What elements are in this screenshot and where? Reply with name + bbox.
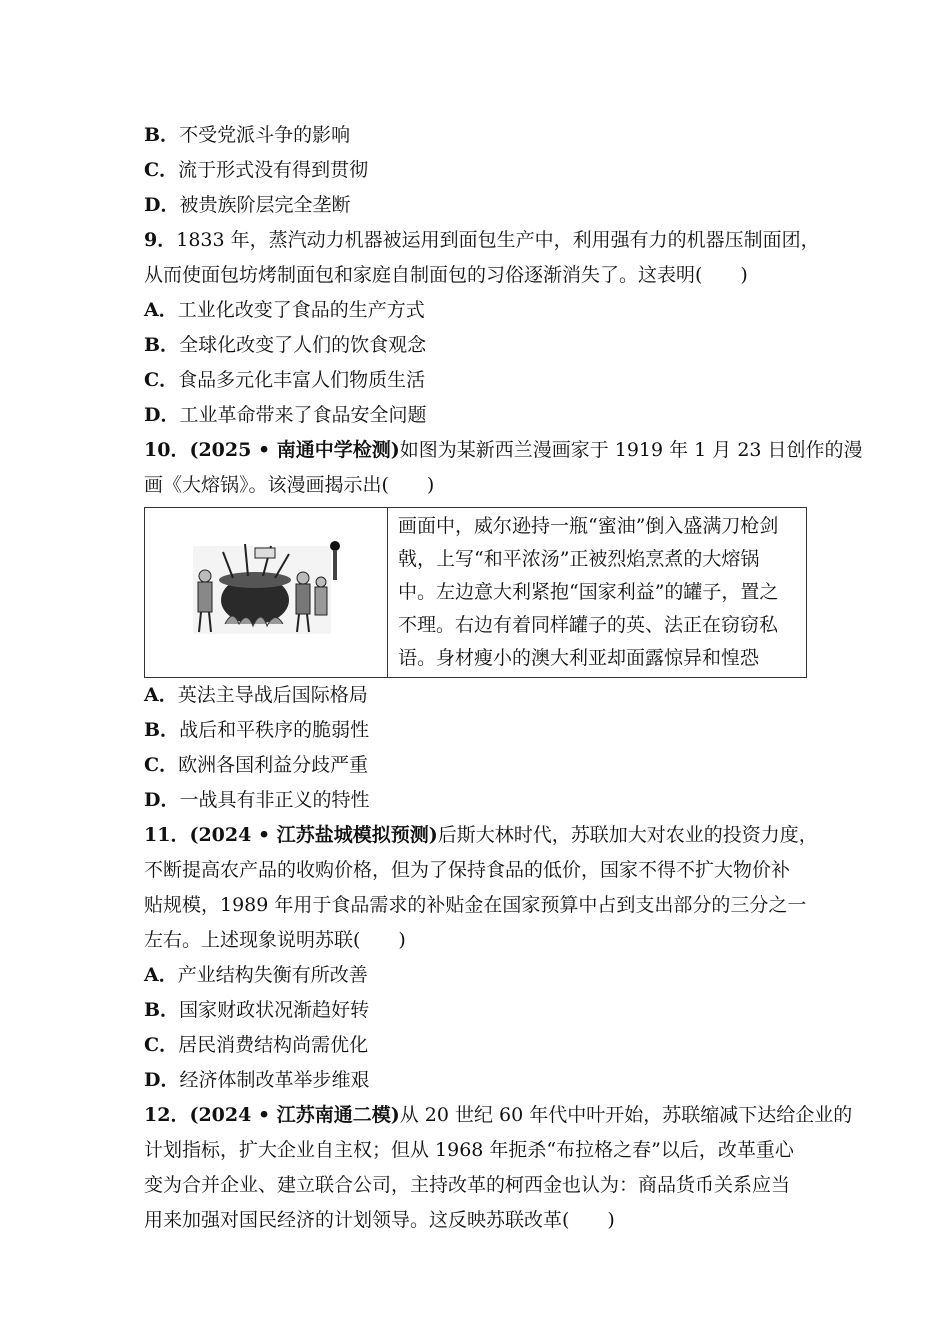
q8-option-b xyxy=(144,118,810,153)
q12-stem-line-1 xyxy=(144,1098,853,1133)
q9-option-b xyxy=(144,328,810,363)
q9-stem-text: 1833 年，蒸汽动力机器被运用到面包生产中，利用强有力的机器压制面团， xyxy=(176,229,820,251)
q8-option-c xyxy=(144,153,810,188)
q12-source: (2024 • 江苏南通二模) xyxy=(189,1104,400,1126)
option-label: A． xyxy=(144,964,178,986)
option-label: C． xyxy=(144,754,179,776)
q9-stem xyxy=(144,223,820,293)
q10-stem-line-1 xyxy=(144,433,863,468)
option-label: A． xyxy=(144,299,178,321)
option-text: 产业结构失衡有所改善 xyxy=(177,964,368,986)
q11-stem-line-1 xyxy=(144,818,818,853)
option-label: D． xyxy=(144,789,180,811)
option-text: 工业化改变了食品的生产方式 xyxy=(177,299,425,321)
option-text: 经济体制改革举步维艰 xyxy=(179,1069,370,1091)
q9-option-c xyxy=(144,363,810,398)
option-text: 战后和平秩序的脆弱性 xyxy=(179,719,370,741)
option-text: 流于形式没有得到贯彻 xyxy=(178,159,369,181)
q12-number: 12． xyxy=(144,1104,190,1126)
q11-option-a xyxy=(144,958,810,993)
option-text: 全球化改变了人们的饮食观念 xyxy=(179,334,427,356)
cartoon-description xyxy=(388,508,807,678)
q9-number: 9． xyxy=(144,229,177,251)
description-line: 中。左边意大利紧抱“国家利益”的罐子，置之 xyxy=(398,581,779,603)
option-text: 居民消费结构尚需优化 xyxy=(178,1034,369,1056)
q8-option-d xyxy=(144,188,810,223)
option-label: A． xyxy=(144,684,178,706)
option-label: D． xyxy=(144,194,180,216)
option-label: D． xyxy=(144,1069,180,1091)
q11-stem-line-4: 左右。上述现象说明苏联( ) xyxy=(144,929,406,951)
q12-stem-line-3: 变为合并企业、建立联合公司，主持改革的柯西金也认为：商品货币关系应当 xyxy=(144,1174,791,1196)
option-text: 一战具有非正义的特性 xyxy=(179,789,370,811)
option-label: B． xyxy=(144,999,180,1021)
description-line: 画面中，威尔逊持一瓶“蜜油”倒入盛满刀枪剑 xyxy=(398,515,779,537)
q11-number: 11． xyxy=(144,824,190,846)
q9-option-d xyxy=(144,398,810,433)
q11-stem-line-2: 不断提高农产品的收购价格，但为了保持食品的低价，国家不得不扩大物价补 xyxy=(144,859,791,881)
option-label: C． xyxy=(144,369,179,391)
q10-stem xyxy=(144,433,863,503)
q10-source: (2025 • 南通中学检测) xyxy=(189,439,400,461)
q12-stem xyxy=(144,1098,853,1238)
option-text: 食品多元化丰富人们物质生活 xyxy=(178,369,426,391)
q12-stem-line-2: 计划指标，扩大企业自主权；但从 1968 年扼杀“布拉格之春”以后，改革重心 xyxy=(144,1139,794,1161)
option-label: B． xyxy=(144,124,180,146)
description-line: 语。身材瘦小的澳大利亚却面露惊异和惶恐 xyxy=(398,647,760,669)
option-label: B． xyxy=(144,334,180,356)
q11-option-d xyxy=(144,1063,810,1098)
exam-page xyxy=(144,118,863,1238)
q10-stem-text: 如图为某新西兰漫画家于 1919 年 1 月 23 日创作的漫 xyxy=(399,439,863,461)
q11-source: (2024 • 江苏盐城模拟预测) xyxy=(189,824,438,846)
q11-option-b xyxy=(144,993,810,1028)
q10-option-d xyxy=(144,783,810,818)
option-text: 英法主导战后国际格局 xyxy=(177,684,368,706)
q10-number: 10． xyxy=(144,439,190,461)
option-text: 不受党派斗争的影响 xyxy=(179,124,351,146)
q11-stem-line-3: 贴规模，1989 年用于食品需求的补贴金在国家预算中占到支出部分的三分之一 xyxy=(144,894,807,916)
description-line: 不理。右边有着同样罐子的英、法正在窃窃私 xyxy=(398,614,779,636)
q12-stem-text: 从 20 世纪 60 年代中叶开始，苏联缩减下达给企业的 xyxy=(399,1104,853,1126)
q11-stem-text: 后斯大林时代，苏联加大对农业的投资力度， xyxy=(437,824,818,846)
option-label: B． xyxy=(144,719,180,741)
option-label: C． xyxy=(144,1034,179,1056)
q9-stem-line-1 xyxy=(144,223,820,258)
option-text: 工业革命带来了食品安全问题 xyxy=(179,404,427,426)
q10-option-c xyxy=(144,748,810,783)
q9-stem-line-2: 从而使面包坊烤制面包和家庭自制面包的习俗逐渐消失了。这表明( ) xyxy=(144,264,748,286)
cartoon-image xyxy=(193,538,341,638)
cartoon-cell xyxy=(145,508,388,678)
description-line: 戟，上写“和平浓汤”正被烈焰烹煮的大熔锅 xyxy=(398,548,760,570)
option-text: 被贵族阶层完全垄断 xyxy=(179,194,351,216)
q11-option-c xyxy=(144,1028,810,1063)
option-text: 欧洲各国利益分歧严重 xyxy=(178,754,369,776)
q10-option-b xyxy=(144,713,810,748)
option-label: D． xyxy=(144,404,180,426)
q11-stem xyxy=(144,818,818,958)
q12-stem-line-4: 用来加强对国民经济的计划领导。这反映苏联改革( ) xyxy=(144,1209,615,1231)
option-label: C． xyxy=(144,159,179,181)
q10-option-a xyxy=(144,678,810,713)
q10-stem-line-2: 画《大熔锅》。该漫画揭示出( ) xyxy=(144,474,435,496)
q10-figure-table xyxy=(144,507,807,678)
option-text: 国家财政状况渐趋好转 xyxy=(179,999,370,1021)
q9-option-a xyxy=(144,293,810,328)
